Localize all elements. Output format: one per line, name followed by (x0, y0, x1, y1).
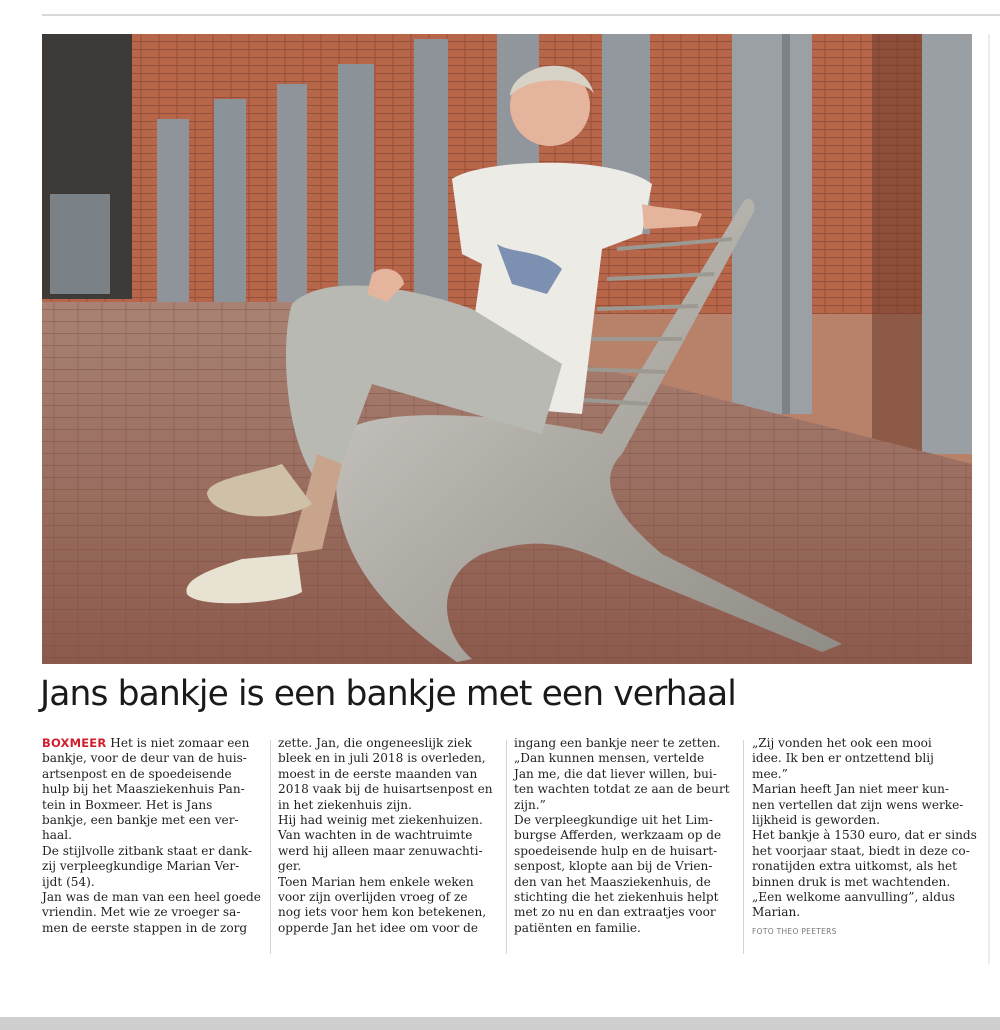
article-photo (42, 34, 972, 664)
article-line: moest in de eerste maanden van (278, 766, 478, 781)
article-line: vriendin. Met wie ze vroeger sa- (42, 905, 241, 920)
top-divider (42, 14, 1000, 16)
article-line: 2018 vaak bij de huisartsenpost en (278, 782, 493, 797)
article-line: het voorjaar staat, biedt in deze co- (752, 843, 970, 858)
article-line: hulp bij het Maasziekenhuis Pan- (42, 782, 245, 797)
article-line: patiënten en familie. (514, 920, 641, 935)
article-line: ger. (278, 859, 302, 874)
article-line: De stijlvolle zitbank staat er dank- (42, 843, 253, 858)
article-line: binnen druk is met wachtenden. (752, 874, 951, 889)
article-line: nog iets voor hem kon betekenen, (278, 905, 487, 920)
article-line: ingang een bankje neer te zetten. (514, 736, 721, 750)
article-line: opperde Jan het idee om voor de (278, 920, 479, 935)
column-divider (743, 740, 744, 954)
article-line: ronatijden extra uitkomst, als het (752, 859, 958, 874)
article-line: men de eerste stappen in de zorg (42, 920, 248, 935)
article-line: den van het Maasziekenhuis, de (514, 874, 711, 889)
photo-credit: FOTO THEO PEETERS (752, 926, 837, 936)
article-line: voor zijn overlijden vroeg of ze (278, 890, 468, 905)
article-line: werd hij alleen maar zenuwachti- (278, 843, 483, 858)
article-line: idee. Ik ben er ontzettend blij (752, 751, 934, 766)
article-line: Het bankje à 1530 euro, dat er sinds (752, 828, 977, 843)
article-line: De verpleegkundige uit het Lim- (514, 813, 713, 828)
page-bottom-edge (0, 1017, 1000, 1030)
article-line: bankje, een bankje met een ver- (42, 813, 239, 828)
article-line: Toen Marian hem enkele weken (278, 874, 474, 889)
column-divider (506, 740, 507, 954)
column-divider (270, 740, 271, 954)
article-line: tein in Boxmeer. Het is Jans (42, 797, 213, 812)
article-line: zij verpleegkundige Marian Ver- (42, 859, 240, 874)
article-line: BOXMEER Het is niet zomaar een (42, 736, 250, 750)
article-line: senpost, klopte aan bij de Vrien- (514, 859, 713, 874)
article-column-1 (42, 736, 262, 936)
right-page-edge (988, 34, 990, 964)
article-line: spoedeisende hulp en de huisart- (514, 843, 718, 858)
article-column-2 (278, 736, 498, 936)
article-line: Hij had weinig met ziekenhuizen. (278, 813, 483, 828)
article-line: „Een welkome aanvulling”, aldus (752, 890, 955, 905)
article-line: nen vertellen dat zijn wens werke- (752, 797, 964, 812)
article-headline: Jans bankje is een bankje met een verhaal (40, 674, 736, 714)
article-line: met zo nu en dan extraatjes voor (514, 905, 716, 920)
article-line: „Dan kunnen mensen, vertelde (514, 751, 705, 766)
article-line: artsenpost en de spoedeisende (42, 766, 232, 781)
article-column-4 (752, 736, 977, 939)
article-line: bankje, voor de deur van de huis- (42, 751, 247, 766)
article-line: stichting die het ziekenhuis helpt (514, 890, 719, 905)
article-line: in het ziekenhuis zijn. (278, 797, 412, 812)
article-line: Jan me, die dat liever willen, bui- (514, 766, 717, 781)
article-line: Marian heeft Jan niet meer kun- (752, 782, 949, 797)
article-line: zijn.” (514, 797, 546, 812)
article-line: Marian. (752, 905, 801, 920)
article-line: bleek en in juli 2018 is overleden, (278, 751, 486, 766)
article-line: zette. Jan, die ongeneeslijk ziek (278, 736, 472, 750)
article-line: ten wachten totdat ze aan de beurt (514, 782, 730, 797)
article-column-3 (514, 736, 734, 936)
article-line: Van wachten in de wachtruimte (278, 828, 473, 843)
article-line: lijkheid is geworden. (752, 813, 880, 828)
article-line: Jan was de man van een heel goede (42, 890, 261, 905)
article-line: „Zij vonden het ook een mooi (752, 736, 932, 750)
article-line: haal. (42, 828, 72, 843)
article-line: ijdt (54). (42, 874, 95, 889)
article-line: mee.” (752, 766, 788, 781)
dateline: BOXMEER (42, 736, 107, 750)
article-line: burgse Afferden, werkzaam op de (514, 828, 722, 843)
